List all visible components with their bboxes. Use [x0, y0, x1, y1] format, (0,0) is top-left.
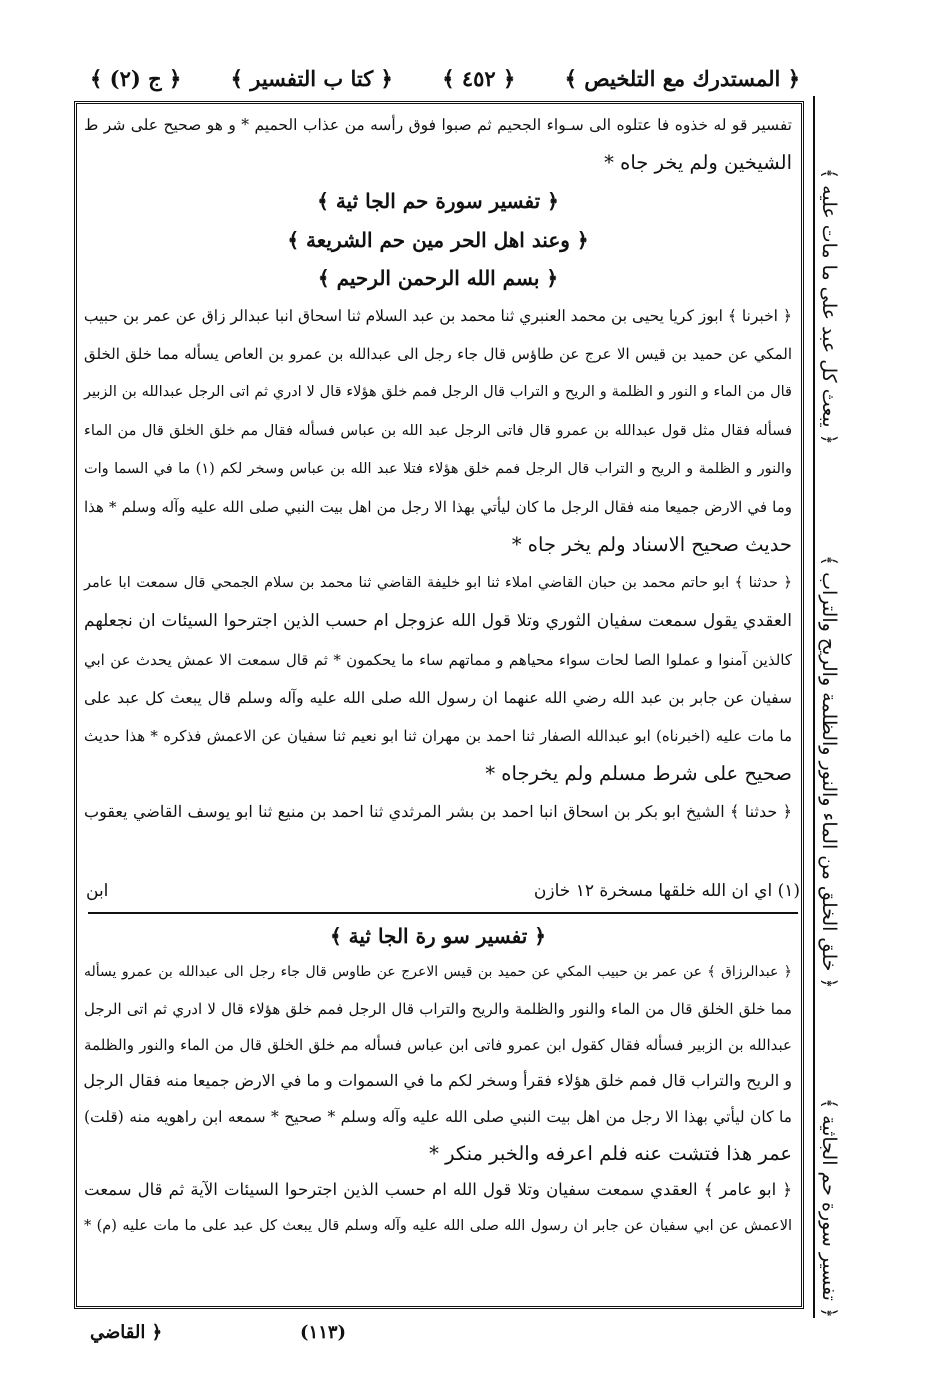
- text-line: ما مات عليه (اخبرناه) ابو عبدالله الصفار ثنا احمد بن مهران ثنا ابو نعيم ثنا سفيان عن الاعمش فذكره * هذا حديث: [84, 727, 792, 745]
- text-line: والنور و الظلمة و الريح و التراب قال الرجل فمم خلق هؤلاء فتلا عبد الله بن عباس وسخر لكم (١) ما في السما وات: [84, 460, 792, 477]
- text-line: ﴿ حدثنا ﴾ الشيخ ابو بكر بن اسحاق انبا احمد بن بشر المرثدي ثنا احمد بن منيع ثنا ابو يوسف القاضي يعقوب: [84, 802, 792, 822]
- catchword: ﴿ القاضي: [90, 1322, 163, 1343]
- text-line: قال من الماء و النور و الظلمة و الريح و التراب قال الرجل فمم خلق هؤلاء قال لا ادري ثم اتى الرجل عبدالله بن الزبير: [84, 384, 792, 401]
- basmala: ﴿ بسم الله الرحمن الرحيم ﴾: [317, 265, 559, 290]
- text-line: كالذين آمنوا و عملوا الصا لحات سواء محياهم و مماتهم ساء ما يحكمون * ثم قال سمعت الا عمش يحدث عن ابي: [84, 650, 792, 669]
- header-chapter: ﴿ كتا ب التفسير ﴾: [230, 65, 393, 91]
- footnote: [86, 876, 800, 906]
- header-volume: ﴿ ج (٢) ﴾: [90, 65, 182, 91]
- text-line: ﴿ حدثنا ﴾ ابو حاتم محمد بن حبان القاضي املاء ثنا ابو خليفة القاضي ثنا محمد بن سلام الجمحي قال سمعت ابا عامر: [84, 575, 792, 592]
- page-footer: [90, 1322, 800, 1358]
- divider: [88, 912, 798, 914]
- text-line: الاعمش عن ابي سفيان عن جابر ان رسول الله صلى الله عليه وآله وسلم قال يبعث كل عبد على ما مات عليه (م) *: [84, 1218, 792, 1235]
- footnote-text: (١) اي ان الله خلقها مسخرة ١٢ خازن: [533, 881, 800, 901]
- text-line: حديث صحيح الاسناد ولم يخر جاه *: [511, 533, 792, 557]
- section-heading: ﴿ تفسير سو رة الجا ثية ﴾: [329, 924, 546, 948]
- header-page-number: ﴿ ٤٥٢ ﴾: [442, 65, 516, 91]
- header-book-title: ﴿ المستدرك مع التلخيص ﴾: [564, 65, 800, 91]
- text-line: المكي عن حميد بن قيس الا عرج عن طاؤس قال جاء رجل الى عبدالله بن عمرو بن العاص يسأله مما خلق الخلق: [84, 345, 792, 364]
- text-line: فسأله فقال مثل قول عبدالله بن عمرو قال فاتى الرجل عبد الله بن عباس فسأله فقال مم خلق الخلق قال من الماء: [84, 422, 792, 439]
- text-line: صحيح على شرط مسلم ولم يخرجاه *: [485, 762, 792, 786]
- text-line: سفيان عن جابر بن عبد الله رضي الله عنهما ان رسول الله صلى الله عليه وآله وسلم قال يبعث كل عبد على: [84, 688, 792, 707]
- running-header: [90, 58, 800, 98]
- text-line: ﴿ اخبرنا ﴾ ابوز كريا يحيى بن محمد العنبري ثنا محمد بن عبد السلام ثنا اسحاق انبا عبدالر زاق عن عمر بن حبيب: [83, 306, 792, 325]
- page-number: (١١٣): [300, 1322, 347, 1343]
- main-text: [78, 106, 798, 874]
- text-line: وما في الارض جميعا منه فقال الرجل ما كان ليأتي بهذا الا رجل من اهل بيت النبي صلى الله عليه وآله وسلم * هذا: [84, 497, 792, 516]
- text-line: ﴿ عبدالرزاق ﴾ عن عمر بن حبيب المكي عن حميد بن قيس الاعرج عن طاوس قال جاء رجل الى عبدالله بن عمرو يسأله: [84, 964, 792, 981]
- margin-note: ﴿ تفسير سورة حم الجاثية ﴾: [818, 1097, 840, 1318]
- section-subheading: ﴿ وعند اهل الحر مين حم الشريعة ﴾: [287, 227, 589, 252]
- margin-notes: [806, 168, 850, 1318]
- text-line: عمر هذا فتشت عنه فلم اعرفه والخبر منكر *: [429, 1141, 792, 1165]
- text-line: الشيخين ولم يخر جاه *: [604, 151, 792, 175]
- margin-note: ﴿ يبعث كل عبد على ما مات عليه ﴾: [818, 168, 840, 445]
- text-line: مما خلق الخلق قال من الماء والنور والظلمة والريح والتراب قال الرجل فمم خلق هؤلاء قال لا ادري ثم اتى الرجل: [84, 999, 792, 1018]
- text-line: ما كان ليأتي بهذا الا رجل من اهل بيت النبي صلى الله عليه وآله وسلم * صحيح * سمعه ابن راهويه منه (قلت): [84, 1108, 792, 1127]
- footnote-catchword: ابن: [86, 881, 109, 901]
- text-line: ﴿ ابو عامر ﴾ العقدي سمعت سفيان وتلا قول الله ام حسب الذين اجترحوا السيئات الآية ثم قال سمعت: [84, 1180, 792, 1200]
- margin-note: ﴿ خلق الخلق من الماء والنور والظلمة والريح والتراب ﴾: [818, 554, 840, 989]
- text-line: عبدالله بن الزبير فسأله فقال كقول ابن عمرو فاتى ابن عباس فسأله مم خلق الخلق قال من الماء والنور والظلمة: [84, 1035, 792, 1054]
- summary-text: [78, 918, 798, 1298]
- text-line: تفسير قو له خذوه فا عتلوه الى سـواء الجحيم ثم صبوا فوق رأسه من عذاب الحميم * و هو صحيح على شر ط: [84, 116, 792, 134]
- text-line: العقدي يقول سمعت سفيان الثوري وتلا قول الله عزوجل ام حسب الذين اجترحوا السيئات ان نجعلهم: [84, 611, 792, 632]
- text-line: و الريح والتراب قال فمم خلق هؤلاء فقرأ وسخر لكم ما في السموات و ما في الارض جميعا منه فقال الرجل: [83, 1071, 792, 1091]
- section-heading: ﴿ تفسير سورة حم الجا ثية ﴾: [317, 189, 559, 214]
